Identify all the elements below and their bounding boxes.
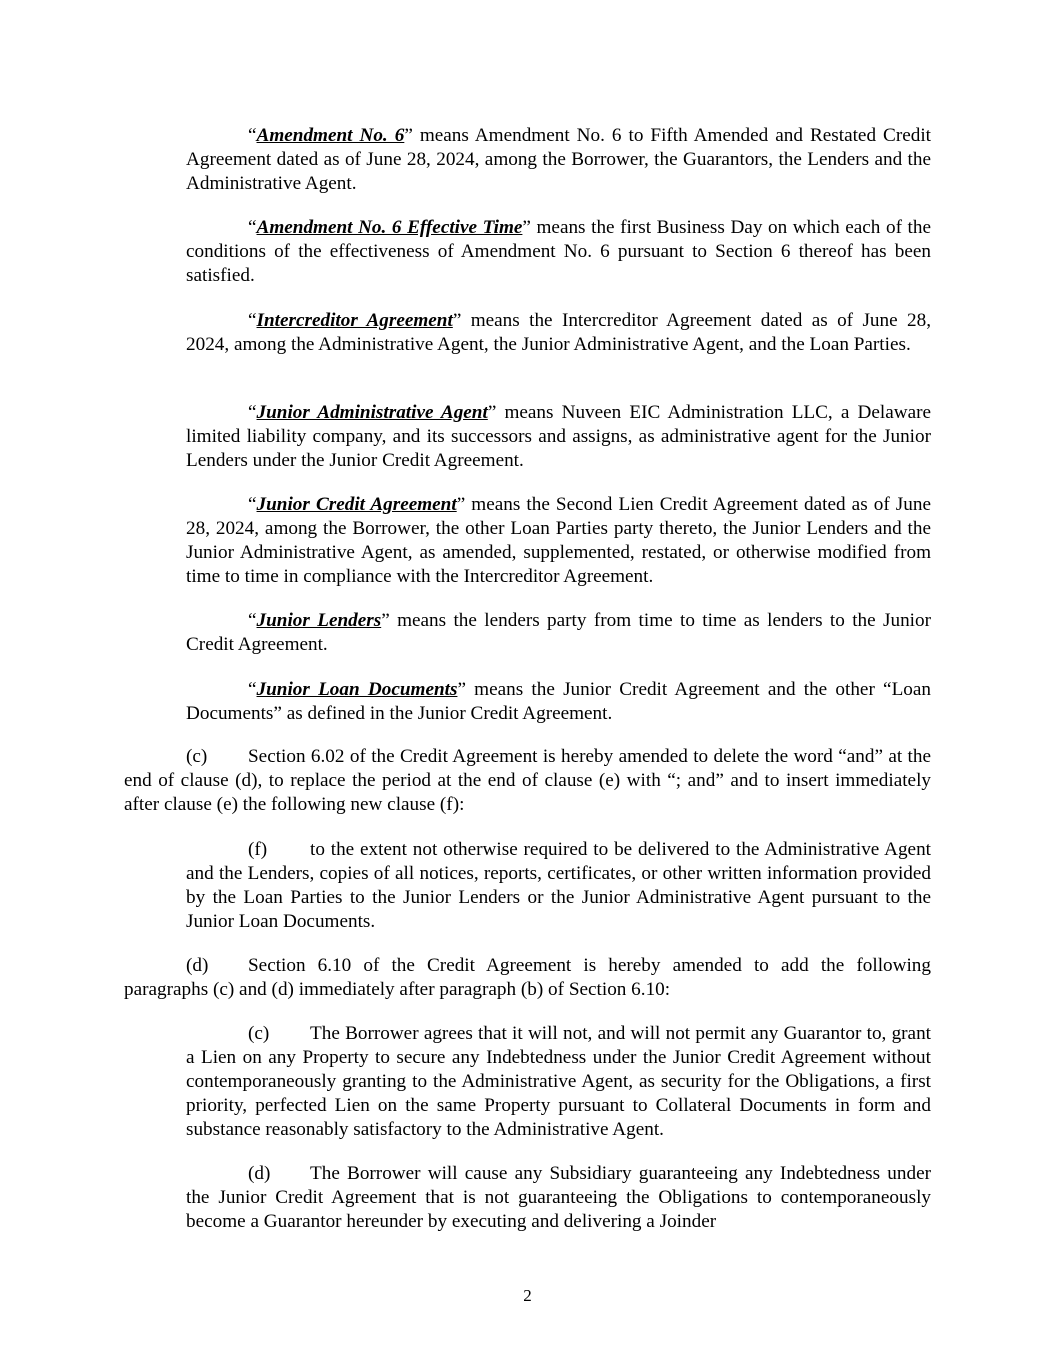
paragraph-label: (c) [248,1023,270,1044]
clause-label: (f) [248,839,268,860]
definition-text: ” means the lenders party from time to time as lenders to the Junior Credit Agreement. [186,610,931,655]
definition-junior-administrative-agent: “Junior Administrative Agent” means Nuveen EIC Administration LLC, a Delaware limited liability company, and its successors and assigns, as administrative agent for the Junior Lenders under the Junior Credit Agreement. [186,402,932,471]
page-number: 2 [523,1286,532,1305]
defined-term: Intercreditor Agreement [256,310,453,331]
definition-text: ” means the Second Lien Credit Agreement dated as of June 28, 2024, among the Borrower, the other Loan Parties party thereto, the Junior Lenders and the Junior Administrative Agent, as amended, supplemented, restated, or otherwise modified from time to time in compliance with the Intercreditor Agreement. [186,494,931,587]
section-c-paragraph [124,745,931,817]
defined-term: Junior Lenders [256,610,382,631]
section-label: (d) [186,955,209,976]
section-text: Section 6.02 of the Credit Agreement is hereby amended to delete the word “and” at the end of clause (d), to replace the period at the end of clause (e) with “; and” and to insert immediately after clause (e) the following new clause (f): [124,746,931,815]
defined-term: Junior Administrative Agent [256,402,488,423]
definition-text: ” means the first Business Day on which each of the conditions of the effectiveness of Amendment No. 6 pursuant to Section 6 thereof has been satisfied. [186,217,931,286]
definition-text: ” means the Intercreditor Agreement dated as of June 28, 2024, among the Administrative Agent, the Junior Administrative Agent, and the Loan Parties. [186,310,931,355]
definition-junior-credit-agreement: “Junior Credit Agreement” means the Second Lien Credit Agreement dated as of June 28, 2024, among the Borrower, the other Loan Parties party thereto, the Junior Lenders and the Junior Administrative Agent, as amended, supplemented, restated, or otherwise modified from time to time in compliance with the Intercreditor Agreement. [186,494,931,587]
section-d-paragraph [124,954,931,1002]
definition-text: ” means Amendment No. 6 to Fifth Amended and Restated Credit Agreement dated as of June 28, 2024, among the Borrower, the Guarantors, the Lenders and the Administrative Agent. [186,125,931,194]
definition-text: ” means the Junior Credit Agreement and the other “Loan Documents” as defined in the Junior Credit Agreement. [186,679,931,724]
defined-term: Junior Credit Agreement [256,494,457,515]
definition-junior-lenders: “Junior Lenders” means the lenders party from time to time as lenders to the Junior Credit Agreement. [186,610,931,655]
clause-text: to the extent not otherwise required to be delivered to the Administrative Agent and the Lenders, copies of all notices, reports, certificates, or other written information provided by the Loan Parties to the Junior Lenders or the Junior Administrative Agent pursuant to the Junior Loan Documents. [186,839,931,932]
definition-amendment-no-6-effective-time: “Amendment No. 6 Effective Time” means the first Business Day on which each of the conditions of the effectiveness of Amendment No. 6 pursuant to Section 6 thereof has been satisfied. [186,217,931,286]
paragraph-text: The Borrower will cause any Subsidiary guaranteeing any Indebtedness under the Junior Credit Agreement that is not guaranteeing the Obligations to contemporaneously become a Guarantor hereunder by executing and delivering a Joinder [186,1163,931,1232]
definition-junior-loan-documents: “Junior Loan Documents” means the Junior Credit Agreement and the other “Loan Documents” as defined in the Junior Credit Agreement. [186,679,931,724]
paragraph-c [186,1022,931,1142]
defined-term: Amendment No. 6 [256,125,405,146]
paragraph-d [186,1162,931,1234]
definition-intercreditor-agreement: “Intercreditor Agreement” means the Intercreditor Agreement dated as of June 28, 2024, among the Administrative Agent, the Junior Administrative Agent, and the Loan Parties. [186,310,931,355]
defined-term: Junior Loan Documents [256,679,458,700]
section-text: Section 6.10 of the Credit Agreement is hereby amended to add the following paragraphs (c) and (d) immediately after paragraph (b) of Section 6.10: [124,955,931,1000]
section-label: (c) [186,746,208,767]
paragraph-text: The Borrower agrees that it will not, and will not permit any Guarantor to, grant a Lien on any Property to secure any Indebtedness under the Junior Credit Agreement without contemporaneously granting to the Administrative Agent, as security for the Obligations, a first priority, perfected Lien on the same Property pursuant to Collateral Documents in form and substance reasonably satisfactory to the Administrative Agent. [186,1023,931,1140]
clause-f-paragraph [186,838,931,934]
defined-term: Amendment No. 6 Effective Time [256,217,523,238]
paragraph-label: (d) [248,1163,271,1184]
definition-text: ” means Nuveen EIC Administration LLC, a Delaware limited liability company, and its successors and assigns, as administrative agent for the Junior Lenders under the Junior Credit Agreement. [186,402,932,471]
definition-amendment-no-6: “Amendment No. 6” means Amendment No. 6 to Fifth Amended and Restated Credit Agreement dated as of June 28, 2024, among the Borrower, the Guarantors, the Lenders and the Administrative Agent. [186,125,931,194]
